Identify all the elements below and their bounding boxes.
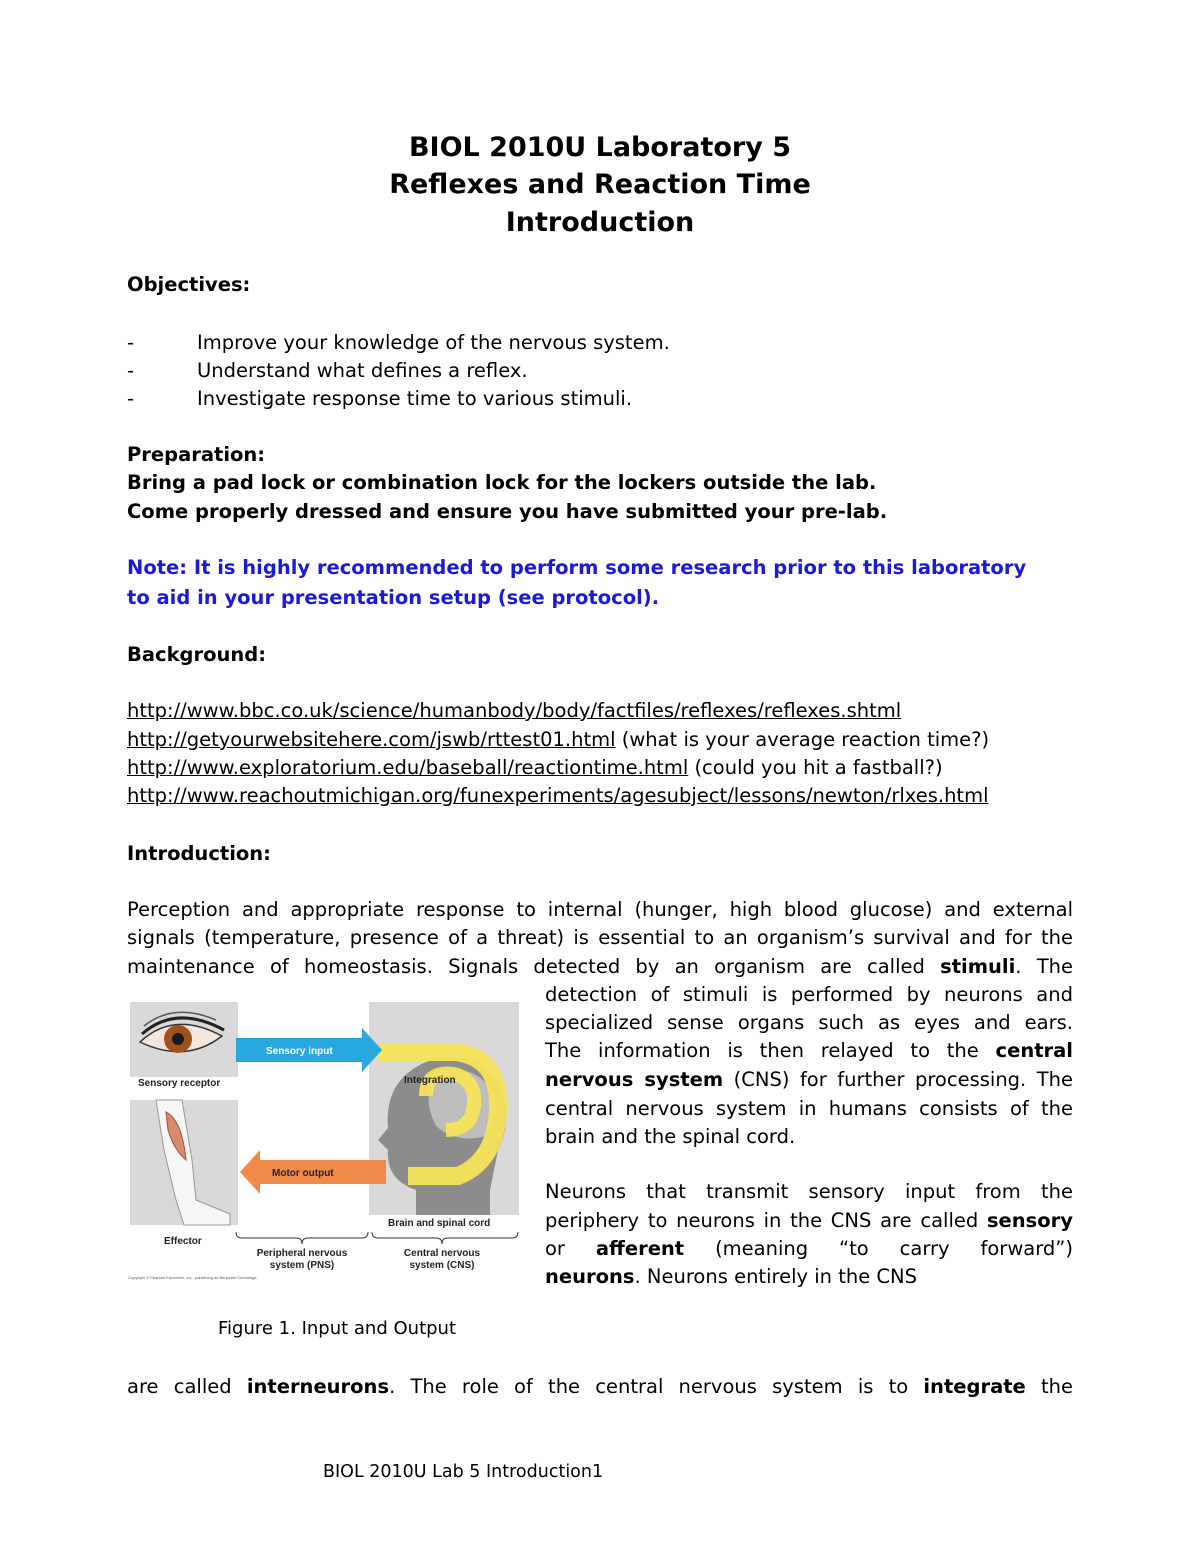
text-run: periphery to neurons in the CNS are called xyxy=(545,1209,979,1232)
cns-brace xyxy=(372,1232,518,1244)
text-run: or xyxy=(545,1237,565,1260)
term-central: central xyxy=(995,1039,1073,1062)
pns-brace xyxy=(236,1232,368,1244)
background-heading: Background: xyxy=(127,643,267,666)
intro-p3-line xyxy=(127,1375,1073,1398)
intro-col-line: brain and the spinal cord. xyxy=(545,1125,796,1148)
figure-copyright: Copyright © Pearson Education, Inc., publishing as Benjamin Cummings. xyxy=(128,1275,258,1280)
objectives-heading: Objectives: xyxy=(127,273,251,296)
intro-col-line: central nervous system in humans consists of the xyxy=(545,1097,1073,1120)
objective-text: Investigate response time to various stimuli. xyxy=(197,387,633,410)
link-note: (could you hit a fastball?) xyxy=(688,756,943,779)
objective-text: Understand what defines a reflex. xyxy=(197,359,528,382)
term-neurons: neurons xyxy=(545,1265,635,1288)
background-link[interactable]: http://getyourwebsitehere.com/jswb/rttest01.html xyxy=(127,728,616,751)
term-interneurons: interneurons xyxy=(246,1375,390,1398)
term-sensory: sensory xyxy=(986,1209,1073,1232)
term-stimuli: stimuli xyxy=(940,955,1016,978)
intro-col-line: specialized sense organs such as eyes and ears. xyxy=(545,1011,1073,1034)
label-integration: Integration xyxy=(404,1075,456,1086)
background-link[interactable]: http://www.reachoutmichigan.org/funexperiments/agesubject/lessons/newton/rlxes.html xyxy=(127,784,989,807)
intro-p1-line-2: signals (temperature, presence of a threat) is essential to an organism’s survival and for the xyxy=(127,926,1073,949)
bullet-dash: - xyxy=(127,359,135,382)
figure-input-output xyxy=(126,1000,523,1285)
objective-item xyxy=(127,331,670,354)
note-line-1: Note: It is highly recommended to perform some research prior to this laboratory xyxy=(127,556,1027,579)
label-cns-line-1: Central nervous xyxy=(403,1248,481,1259)
label-effector: Effector xyxy=(164,1236,202,1247)
text-run: are called xyxy=(127,1375,232,1398)
objective-text: Improve your knowledge of the nervous system. xyxy=(197,331,670,354)
text-run: The information is then relayed to the xyxy=(545,1039,979,1062)
note-line-2: to aid in your presentation setup (see protocol). xyxy=(127,586,660,609)
link-note: (what is your average reaction time?) xyxy=(615,728,990,751)
intro-p2-line xyxy=(545,1209,1073,1232)
text-run: the xyxy=(1040,1375,1073,1398)
intro-p2-line xyxy=(545,1237,1073,1260)
title-line-2: Reflexes and Reaction Time xyxy=(389,169,811,200)
background-link-row xyxy=(127,784,989,807)
text-run: . The role of the central nervous system is to xyxy=(389,1375,909,1398)
preparation-line-2: Come properly dressed and ensure you have submitted your pre-lab. xyxy=(127,500,888,523)
bullet-dash: - xyxy=(127,387,135,410)
term-afferent: afferent xyxy=(595,1237,685,1260)
preparation-line-1: Bring a pad lock or combination lock for the lockers outside the lab. xyxy=(127,471,877,494)
background-link[interactable]: http://www.exploratorium.edu/baseball/reactiontime.html xyxy=(127,756,689,779)
figure-diagram xyxy=(126,1000,523,1285)
label-brain-spinal: Brain and spinal cord xyxy=(388,1218,491,1229)
background-link-row xyxy=(127,728,989,751)
objective-item xyxy=(127,387,632,410)
intro-col-line xyxy=(545,1039,1073,1062)
text-run: (meaning “to carry forward”) xyxy=(715,1237,1073,1260)
label-cns-line-2: system (CNS) xyxy=(409,1260,475,1271)
label-sensory-input[interactable]: Sensory input xyxy=(266,1046,333,1057)
intro-p2-line xyxy=(545,1265,917,1288)
text-run: maintenance of homeostasis. Signals detected by an organism are called xyxy=(127,955,925,978)
text-run: . The xyxy=(1015,955,1073,978)
preparation-heading: Preparation: xyxy=(127,443,266,466)
label-sensory-receptor: Sensory receptor xyxy=(138,1078,221,1089)
figure-caption: Figure 1. Input and Output xyxy=(218,1318,457,1339)
objective-item xyxy=(127,359,528,382)
background-link-row xyxy=(127,699,901,722)
intro-p1-line-3 xyxy=(127,955,1073,978)
term-integrate: integrate xyxy=(923,1375,1026,1398)
title-line-3: Introduction xyxy=(505,207,695,238)
text-run: . Neurons entirely in the CNS xyxy=(634,1265,917,1288)
intro-col-line xyxy=(545,1068,1073,1091)
page-footer: BIOL 2010U Lab 5 Introduction1 xyxy=(323,1462,604,1482)
label-pns-line-2: system (PNS) xyxy=(269,1260,335,1271)
intro-p1-line-1: Perception and appropriate response to internal (hunger, high blood glucose) and external xyxy=(127,898,1073,921)
intro-col-line: detection of stimuli is performed by neurons and xyxy=(545,983,1073,1006)
bullet-dash: - xyxy=(127,331,135,354)
background-link-row xyxy=(127,756,943,779)
term-nervous-system: nervous system xyxy=(545,1068,724,1091)
title-line-1: BIOL 2010U Laboratory 5 xyxy=(408,132,792,163)
background-link[interactable]: http://www.bbc.co.uk/science/humanbody/body/factfiles/reflexes/reflexes.shtml xyxy=(127,699,902,722)
text-run: (CNS) for further processing. The xyxy=(723,1068,1073,1091)
introduction-heading: Introduction: xyxy=(127,842,271,865)
intro-p2-line: Neurons that transmit sensory input from the xyxy=(545,1180,1073,1203)
label-motor-output[interactable]: Motor output xyxy=(272,1168,334,1179)
label-pns-line-1: Peripheral nervous xyxy=(256,1248,348,1259)
